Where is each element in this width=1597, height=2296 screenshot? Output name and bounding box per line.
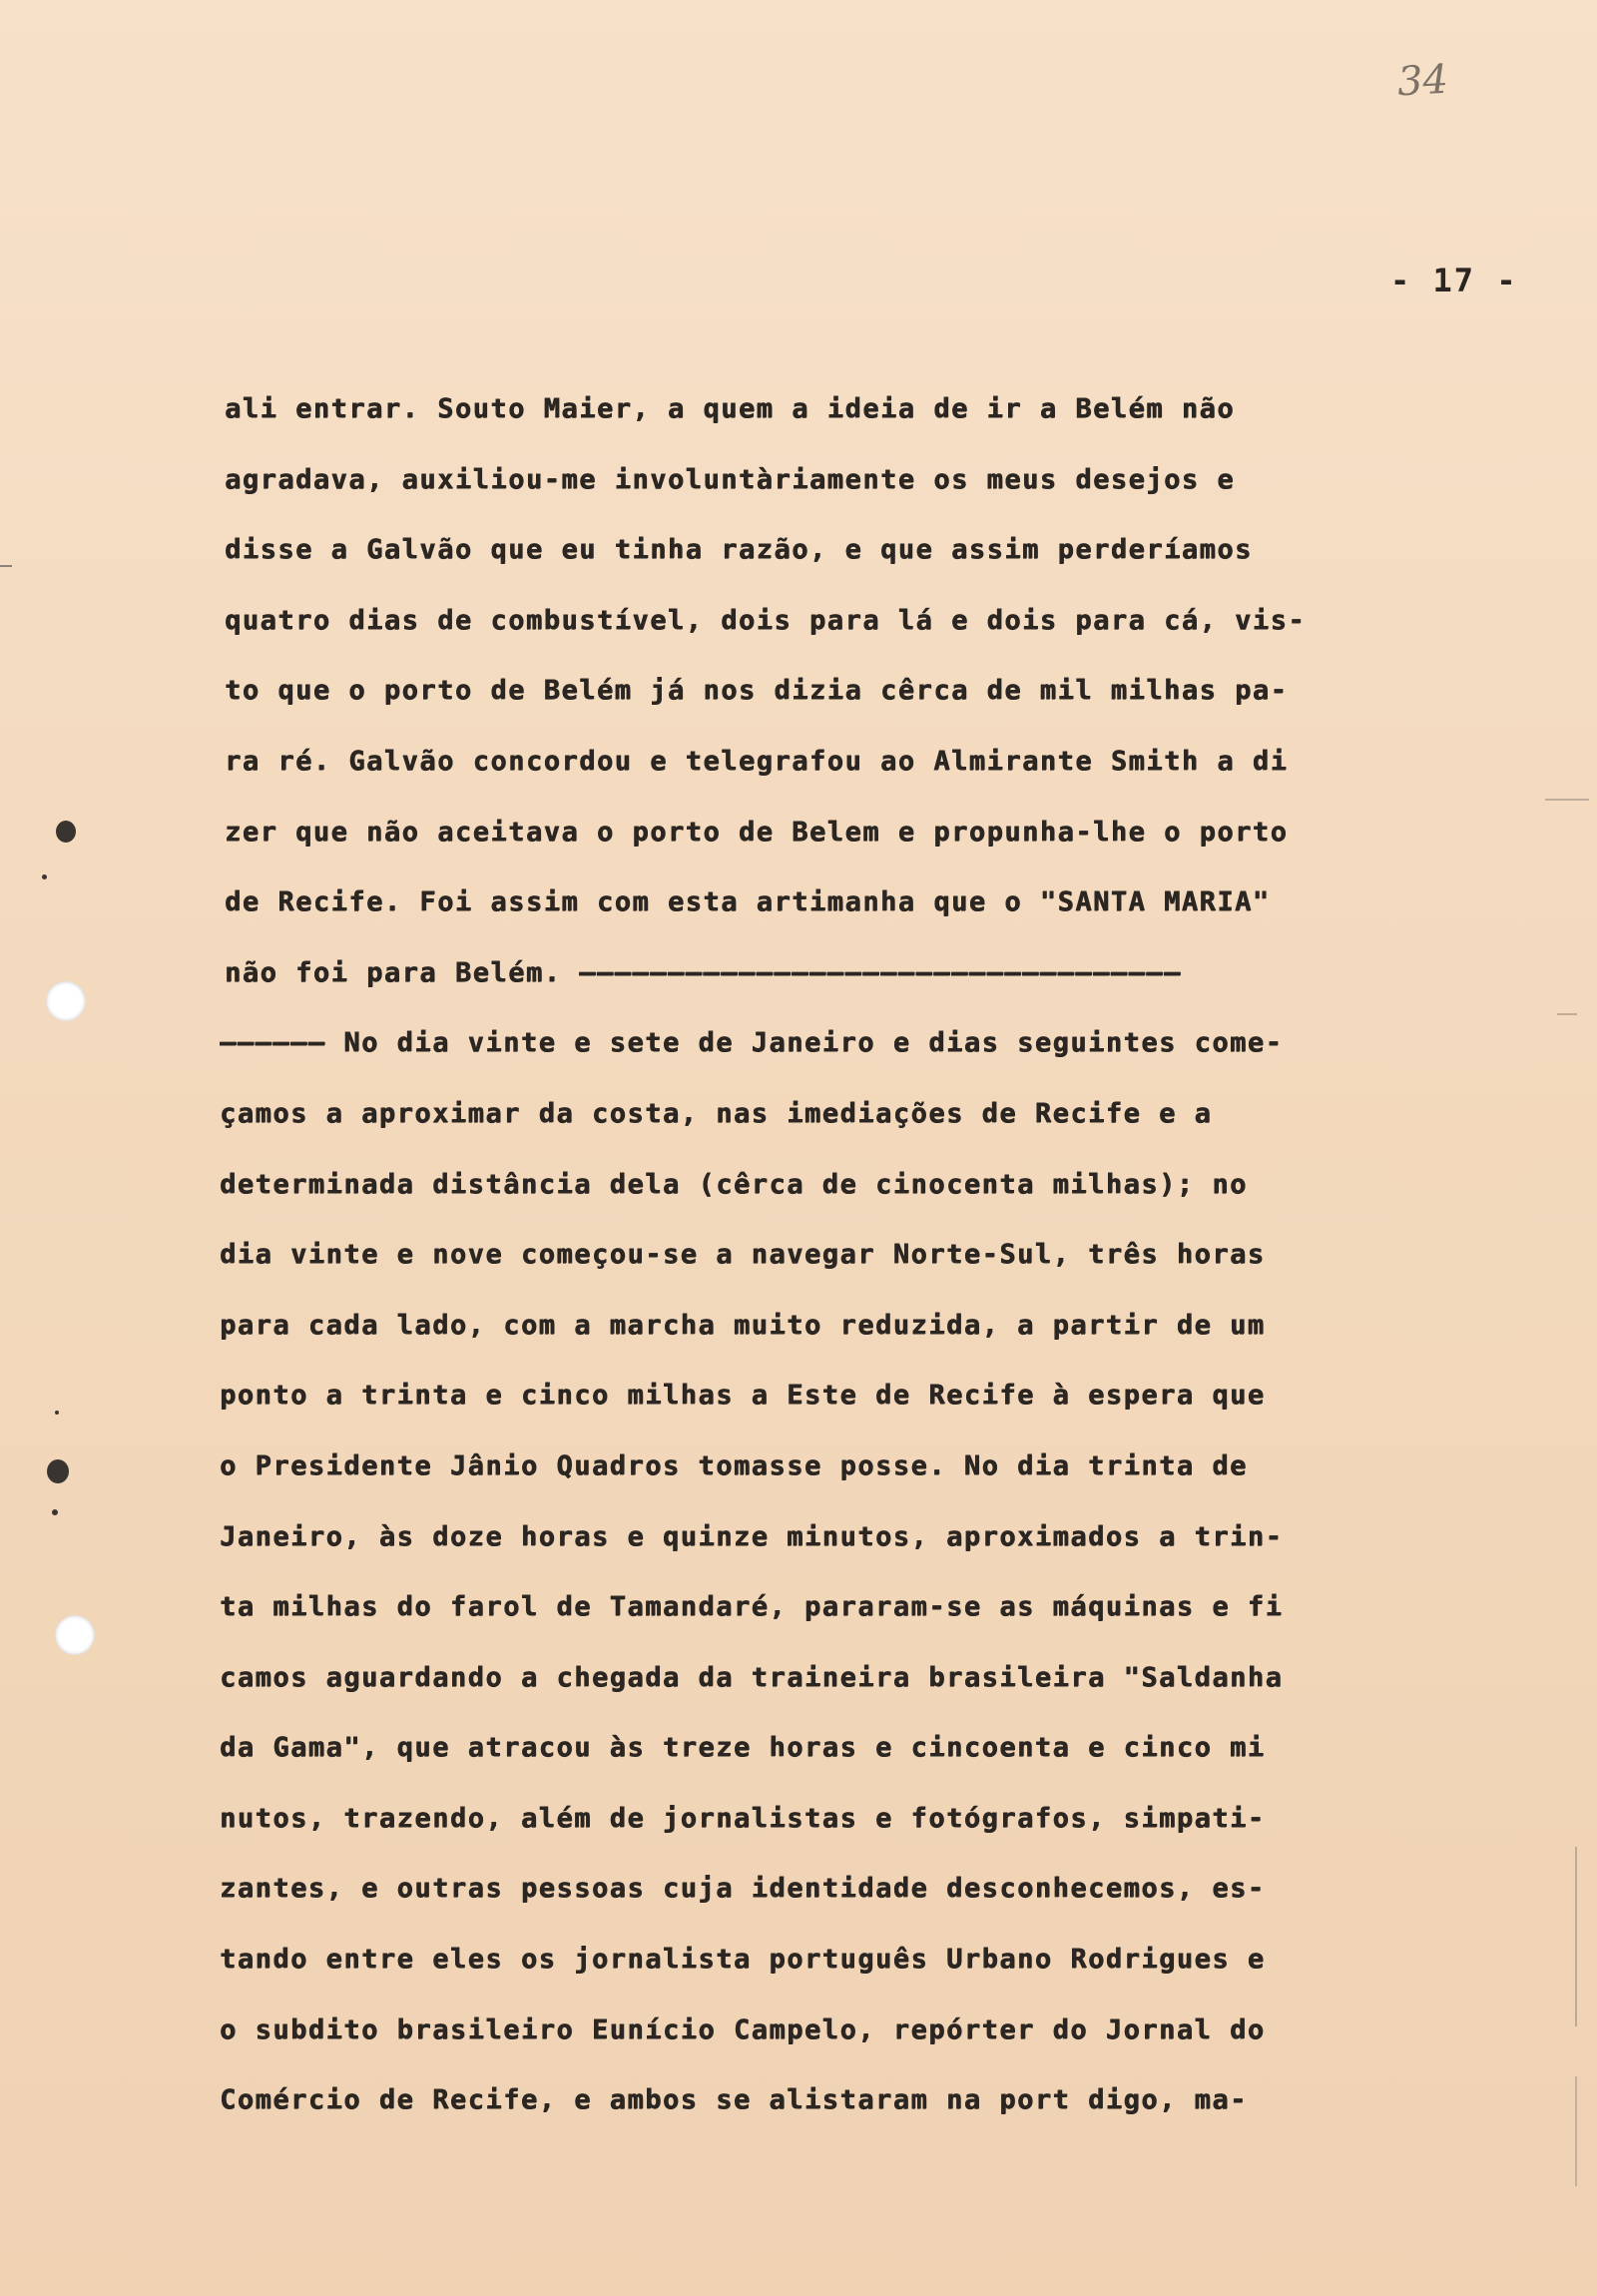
text-line: tando entre eles os jornalista português Urbano Rodrigues e [220,1944,1266,1976]
text-line: agradava, auxiliou-me involuntàriamente os meus desejos e [225,463,1236,495]
text-line: ali entrar. Souto Maier, a quem a ideia de ir a Belém não [225,393,1236,424]
text-line: zantes, e outras pessoas cuja identidade desconhecemos, es- [220,1873,1266,1905]
text-line: ponto a trinta e cinco milhas a Este de Recife à espera que [220,1380,1266,1412]
text-line: não foi para Belém. —————————————————————————————————— [225,956,1182,988]
text-line: to que o porto de Belém já nos dizia cêrca de mil milhas pa- [225,675,1289,707]
text-line: —————— No dia vinte e sete de Janeiro e dias seguintes come- [220,1027,1284,1059]
text-line: zer que não aceitava o porto de Belem e propunha-lhe o porto [225,816,1289,848]
margin-tick [0,565,12,567]
text-line: dia vinte e nove começou-se a navegar Norte-Sul, três horas [220,1239,1266,1271]
text-line: determinada distância dela (cêrca de cinocenta milhas); no [220,1168,1248,1200]
text-line: Janeiro, às doze horas e quinze minutos, aproximados a trin- [220,1520,1284,1552]
ink-speck [55,1411,59,1415]
text-line: quatro dias de combustível, dois para lá e dois para cá, vis- [225,604,1307,636]
text-line: Comércio de Recife, e ambos se alistaram na port digo, ma- [220,2084,1248,2116]
text-line: nutos, trazendo, além de jornalistas e fotógrafos, simpati- [220,1802,1266,1834]
ink-speck [42,874,47,879]
text-line: de Recife. Foi assim com esta artimanha que o "SANTA MARIA" [225,886,1271,918]
punch-hole-top [46,981,86,1021]
margin-tick [1557,1013,1577,1015]
text-line: para cada lado, com a marcha muito reduzida, a partir de um [220,1309,1266,1341]
text-line: ra ré. Galvão concordou e telegrafou ao Almirante Smith a di [225,745,1289,777]
margin-bracket [1575,2076,1577,2186]
ink-blot [47,1459,69,1483]
body-text [220,374,1512,2136]
text-line: ta milhas do farol de Tamandaré, pararam-se as máquinas e fi [220,1591,1284,1623]
text-line: da Gama", que atracou às treze horas e cincoenta e cinco mi [220,1732,1266,1764]
page-number: - 17 - [1390,262,1518,299]
margin-tick [1545,799,1589,801]
text-line: o subdito brasileiro Eunício Campelo, repórter do Jornal do [220,2013,1266,2045]
margin-bracket [1575,1847,1577,2026]
text-line: o Presidente Jânio Quadros tomasse posse. No dia trinta de [220,1449,1248,1481]
text-line: çamos a aproximar da costa, nas imediações de Recife e a [220,1097,1213,1129]
ink-blot [56,821,76,843]
text-line: camos aguardando a chegada da traineira brasileira "Saldanha [220,1661,1284,1693]
text-line: disse a Galvão que eu tinha razão, e que assim perderíamos [225,534,1253,566]
archive-number: 34 [1395,56,1450,106]
punch-hole-bottom [55,1615,95,1655]
ink-speck [52,1509,58,1515]
